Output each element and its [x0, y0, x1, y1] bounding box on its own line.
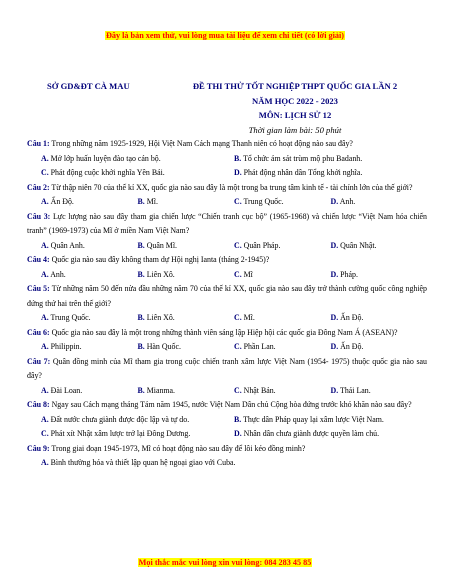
preview-banner-text: Đây là bản xem thử, vui lòng mua tài liệu để xem chi tiết (có lời giải): [105, 31, 344, 40]
question-stem: Quân đồng minh của Mĩ tham gia trong cuộc chiến tranh xâm lược Việt Nam (1954- 1975) thuộc quốc gia nào sau đây?: [27, 356, 427, 380]
question-number: Câu 1:: [27, 139, 50, 148]
question-block: [27, 442, 427, 471]
question-stem: Trong giai đoạn 1945-1973, Mĩ có hoạt động nào sau đây để lôi kéo đồng minh?: [51, 443, 306, 453]
option-text: Liên Xô.: [146, 269, 175, 279]
option-letter: D.: [330, 269, 339, 279]
option-letter: B.: [137, 240, 145, 250]
contact-footer-text: Mọi thắc mắc vui lòng xin vui lòng: 084 283 45 85: [138, 558, 312, 567]
answer-option: [234, 268, 331, 283]
option-text: Nhân dân chưa giành được quyền làm chủ.: [243, 429, 380, 438]
answer-option: [331, 311, 428, 326]
option-letter: B.: [137, 342, 145, 351]
answer-options: [27, 384, 427, 399]
option-letter: C.: [234, 269, 242, 279]
option-letter: D.: [330, 342, 339, 351]
answer-option: [138, 384, 235, 399]
question-block: [27, 137, 427, 181]
option-text: Mĩ.: [146, 197, 158, 206]
answer-options: [27, 456, 427, 471]
answer-option: [41, 384, 138, 399]
answer-option: [41, 195, 138, 210]
question-number: Câu 9:: [27, 443, 50, 453]
option-text: Ấn Độ.: [340, 342, 364, 351]
answer-option: [138, 311, 235, 326]
option-letter: D.: [330, 385, 339, 395]
answer-option: [331, 268, 428, 283]
question-number: Câu 6:: [27, 327, 50, 337]
option-text: Mĩ: [243, 269, 253, 279]
option-letter: B.: [137, 385, 145, 395]
question-number: Câu 8:: [27, 400, 50, 409]
option-text: Đất nước chưa giành được độc lập và tự do.: [50, 414, 190, 424]
option-text: Phát động nhân dân Tổng khởi nghĩa.: [243, 168, 363, 177]
question-block: [27, 355, 427, 399]
option-letter: D.: [234, 168, 242, 177]
question-number: Câu 5:: [27, 284, 50, 293]
question-text: [27, 137, 427, 152]
option-letter: C.: [234, 197, 242, 206]
question-stem: Ngay sau Cách mạng tháng Tám năm 1945, nước Việt Nam Dân chủ Cộng hòa đứng trước khó khăn nào sau đây?: [51, 400, 412, 409]
answer-option: [41, 340, 138, 355]
question-stem: Từ những năm 50 đến nửa đầu những năm 70 của thế kỉ XX, quốc gia nào sau đây trở thành cường quốc công nghiệp đứng thứ hai trên thế giới?: [27, 284, 427, 308]
option-text: Đài Loan.: [50, 385, 83, 395]
option-text: Mianma.: [146, 385, 176, 395]
option-letter: C.: [234, 240, 242, 250]
answer-option: [41, 152, 234, 167]
answer-option: [138, 268, 235, 283]
answer-option: [41, 166, 234, 181]
answer-option: [138, 239, 235, 254]
subject: MÔN: LỊCH SỬ 12: [258, 110, 332, 120]
exam-title: ĐỀ THI THỬ TỐT NGHIỆP THPT QUỐC GIA LẦN 2: [192, 81, 398, 91]
option-text: Anh.: [50, 269, 66, 279]
option-text: Trung Quốc.: [50, 313, 91, 322]
option-letter: C.: [234, 342, 242, 351]
answer-option: [234, 152, 427, 167]
question-block: [27, 282, 427, 326]
answer-options: [27, 195, 427, 210]
preview-banner: [0, 25, 450, 43]
option-text: Quân Mĩ.: [146, 240, 177, 250]
option-letter: A.: [41, 240, 49, 250]
question-text: [27, 442, 427, 457]
question-text: [27, 282, 427, 311]
answer-option: [331, 195, 428, 210]
option-text: Hàn Quốc.: [146, 342, 181, 351]
question-text: [27, 326, 427, 341]
question-block: [27, 398, 427, 442]
option-text: Phát động cuộc khởi nghĩa Yên Bái.: [50, 168, 165, 177]
option-text: Mở lớp huấn luyện đào tạo cán bộ.: [50, 153, 161, 163]
answer-option: [234, 413, 427, 428]
question-block: [27, 181, 427, 210]
answer-option: [41, 456, 427, 471]
option-text: Thực dân Pháp quay lại xâm lược Việt Nam.: [243, 414, 384, 424]
answer-option: [234, 311, 331, 326]
answer-option: [234, 340, 331, 355]
answer-option: [41, 427, 234, 442]
answer-option: [331, 239, 428, 254]
option-letter: B.: [234, 153, 242, 163]
option-text: Philippin.: [50, 342, 82, 351]
exam-header: [175, 79, 415, 137]
school-year: NĂM HỌC 2022 - 2023: [252, 95, 338, 106]
option-letter: A.: [41, 153, 49, 163]
question-list: [27, 137, 427, 471]
answer-options: [27, 311, 427, 326]
option-text: Tổ chức ám sát trùm mộ phu Badanh.: [243, 153, 363, 163]
answer-option: [234, 239, 331, 254]
option-letter: A.: [41, 385, 49, 395]
option-text: Anh.: [339, 197, 356, 206]
answer-options: [27, 413, 427, 442]
option-letter: A.: [41, 313, 49, 322]
option-letter: D.: [330, 240, 339, 250]
question-text: [27, 181, 427, 196]
option-text: Ấn Độ.: [340, 313, 364, 322]
option-text: Quân Anh.: [50, 240, 85, 250]
option-letter: C.: [41, 429, 49, 438]
answer-option: [138, 195, 235, 210]
answer-option: [41, 239, 138, 254]
option-text: Phần Lan.: [243, 342, 276, 351]
option-text: Nhật Bản.: [243, 385, 276, 395]
option-text: Bình thường hóa và thiết lập quan hệ ngoại giao với Cuba.: [50, 458, 236, 467]
option-letter: C.: [41, 168, 49, 177]
option-letter: C.: [234, 313, 242, 322]
question-text: [27, 355, 427, 384]
option-text: Pháp.: [340, 269, 358, 279]
option-letter: A.: [41, 197, 49, 206]
answer-option: [138, 340, 235, 355]
question-stem: Từ thập niên 70 của thế kỉ XX, quốc gia nào sau đây là một trong ba trung tâm kinh tế - tài chính lớn của thế giới?: [51, 182, 413, 192]
option-text: Quân Nhật.: [340, 240, 377, 250]
contact-footer: [0, 552, 450, 570]
question-stem: Quốc gia nào sau đây là một trong những thành viên sáng lập Hiệp hội các quốc gia Đông Nam Á (ASEAN)?: [51, 327, 398, 337]
answer-option: [41, 413, 234, 428]
answer-option: [331, 384, 428, 399]
option-letter: C.: [234, 385, 242, 395]
option-text: Quân Pháp.: [243, 240, 281, 250]
question-stem: Quốc gia nào sau đây không tham dự Hội nghị Ianta (tháng 2-1945)?: [51, 255, 270, 264]
option-text: Phát xít Nhật xâm lược trở lại Đông Dương.: [50, 429, 191, 438]
answer-option: [234, 427, 427, 442]
question-text: [27, 398, 427, 413]
question-text: [27, 210, 427, 239]
question-number: Câu 7:: [27, 356, 51, 366]
option-letter: A.: [41, 342, 49, 351]
question-block: [27, 253, 427, 282]
option-text: Thái Lan.: [340, 385, 371, 395]
question-number: Câu 3:: [27, 211, 51, 221]
answer-option: [41, 268, 138, 283]
question-number: Câu 2:: [27, 182, 50, 192]
answer-option: [331, 340, 428, 355]
answer-options: [27, 340, 427, 355]
option-letter: D.: [330, 197, 339, 206]
answer-option: [234, 166, 427, 181]
answer-options: [27, 239, 427, 254]
time-limit: Thời gian làm bài: 50 phút: [248, 124, 342, 135]
option-letter: A.: [41, 269, 49, 279]
option-letter: A.: [41, 458, 49, 467]
question-number: Câu 4:: [27, 255, 50, 264]
option-letter: B.: [137, 197, 145, 206]
answer-option: [234, 195, 331, 210]
answer-options: [27, 152, 427, 181]
option-letter: A.: [41, 414, 49, 424]
option-letter: B.: [137, 269, 145, 279]
question-stem: Lực lượng nào sau đây tham gia chiến lược “Chiến tranh cục bộ” (1965-1968) và chiến lược “Việt Nam hóa chiến tranh” (1969-1973) của Mĩ ở miền Nam Việt Nam?: [27, 211, 428, 235]
answer-option: [41, 311, 138, 326]
question-text: [27, 253, 427, 268]
answer-option: [234, 384, 331, 399]
option-text: Mĩ.: [243, 313, 255, 322]
option-letter: B.: [234, 414, 242, 424]
option-letter: D.: [330, 313, 339, 322]
option-text: Trung Quốc.: [243, 197, 284, 206]
department-name: SỞ GD&ĐT CÀ MAU: [47, 81, 130, 91]
option-letter: B.: [137, 313, 145, 322]
option-letter: D.: [234, 429, 242, 438]
option-text: Ấn Độ.: [50, 197, 74, 206]
question-stem: Trong những năm 1925-1929, Hội Việt Nam Cách mạng Thanh niên có hoạt động nào sau đây?: [51, 139, 353, 148]
option-text: Liên Xô.: [146, 313, 175, 322]
question-block: [27, 210, 427, 254]
question-block: [27, 326, 427, 355]
answer-options: [27, 268, 427, 283]
